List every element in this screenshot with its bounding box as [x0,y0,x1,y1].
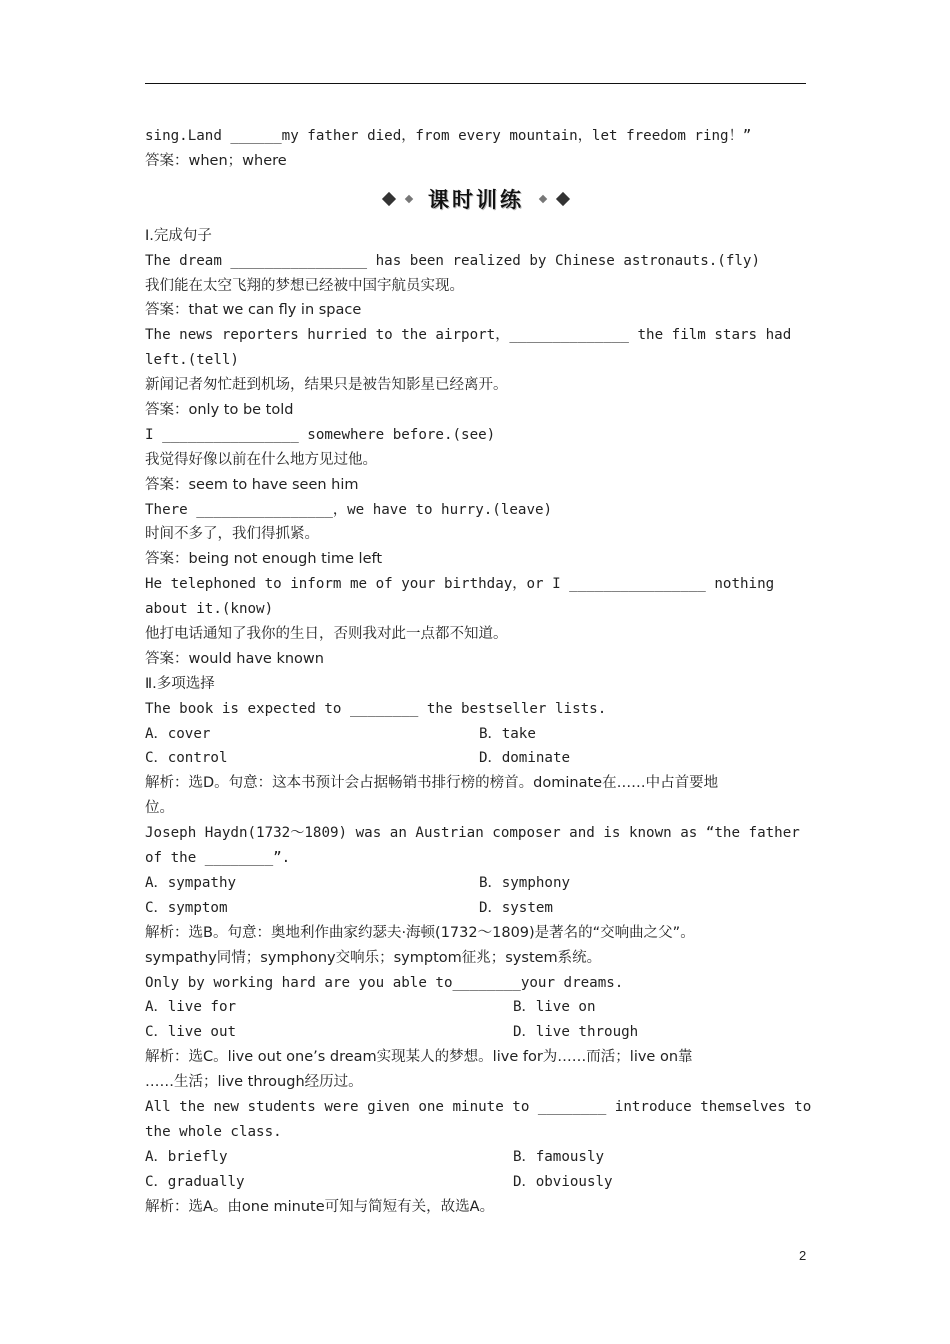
diamond-icon [382,192,396,206]
question-stem: The book is expected to ________ the bestseller lists. [145,700,607,717]
explanation-line: 解析：选B。句意：奥地利作曲家约瑟夫·海顿(1732～1809)是著名的“交响曲之父”。 [145,924,695,941]
diamond-icon [556,192,570,206]
text-line: He telephoned to inform me of your birthday，or I ________________ nothing [145,576,775,593]
option-a: A．briefly [145,1148,228,1165]
diamond-icon [539,195,547,203]
text-line: 我们能在太空飞翔的梦想已经被中国宇航员实现。 [145,277,464,294]
option-a: A．live for [145,999,237,1016]
option-b: B．symphony [479,874,571,891]
option-a: A．sympathy [145,874,237,891]
answer-line: 答案：when；where [145,152,287,169]
option-a: A．cover [145,725,211,742]
question-stem: All the new students were given one minute to ________ introduce themselves to [145,1098,812,1115]
answer-line: 答案：would have known [145,650,324,667]
text-line: 他打电话通知了我你的生日，否则我对此一点都不知道。 [145,626,508,643]
option-c: C．live out [145,1024,237,1041]
text-line: sing.Land ______my father died，from every mountain，let freedom ring！” [145,128,752,144]
explanation-line: ……生活；live through经历过。 [145,1074,363,1091]
text-line: There ________________，we have to hurry.(leave) [145,501,553,518]
header-rule [145,83,806,84]
option-d: D．obviously [513,1173,613,1190]
option-b: B．live on [513,999,596,1016]
text-line: 我觉得好像以前在什么地方见过他。 [145,451,377,468]
text-line: I ________________ somewhere before.(see) [145,426,496,443]
option-row [145,995,807,1020]
diamond-icon [405,195,413,203]
question-stem: of the ________”. [145,850,291,867]
option-b: B．take [479,725,536,742]
question-stem: Joseph Haydn(1732～1809) was an Austrian composer and is known as “the father [145,825,800,842]
option-row [145,1145,807,1170]
text-line: The dream ________________ has been realized by Chinese astronauts.(fly) [145,252,760,269]
banner-title: 课时训练 [428,187,524,212]
text-line: 时间不多了，我们得抓紧。 [145,526,319,543]
explanation-line: 解析：选A。由one minute可知与简短有关，故选A。 [145,1198,495,1215]
text-line: The news reporters hurried to the airport，______________ the film stars had [145,327,792,344]
answer-line: 答案：being not enough time left [145,551,383,568]
option-b: B．famously [513,1148,605,1165]
explanation-line: 位。 [145,800,174,817]
answer-line: 答案：only to be told [145,402,294,419]
section-heading: Ⅰ.完成句子 [145,227,212,244]
option-row [145,871,807,896]
option-row [145,746,807,771]
text-line: 新闻记者匆忙赶到机场，结果只是被告知影星已经离开。 [145,377,508,394]
section-banner [145,174,807,224]
page-content [145,124,812,1219]
option-row [145,1020,807,1045]
explanation-line: sympathy同情；symphony交响乐；symptom征兆；system系统。 [145,949,602,966]
option-row [145,722,807,747]
option-d: D．dominate [479,750,571,767]
option-c: C．gradually [145,1173,245,1190]
question-stem: the whole class. [145,1123,282,1140]
question-stem: Only by working hard are you able to________your dreams. [145,974,624,991]
option-row [145,896,807,921]
answer-line: 答案：seem to have seen him [145,476,359,493]
explanation-line: 解析：选D。句意：这本书预计会占据畅销书排行榜的榜首。dominate在……中占首要地 [145,775,719,792]
section-heading: Ⅱ.多项选择 [145,675,215,692]
text-line: left.(tell) [145,352,239,369]
option-c: C．symptom [145,899,228,916]
option-d: D．live through [513,1024,639,1041]
explanation-line: 解析：选C。live out one’s dream实现某人的梦想。live for为……而活；live on靠 [145,1049,693,1066]
answer-line: 答案：that we can fly in space [145,302,362,319]
option-row [145,1170,807,1195]
option-d: D．system [479,899,553,916]
option-c: C．control [145,750,228,767]
page-number: 2 [799,1248,807,1263]
text-line: about it.(know) [145,601,274,618]
